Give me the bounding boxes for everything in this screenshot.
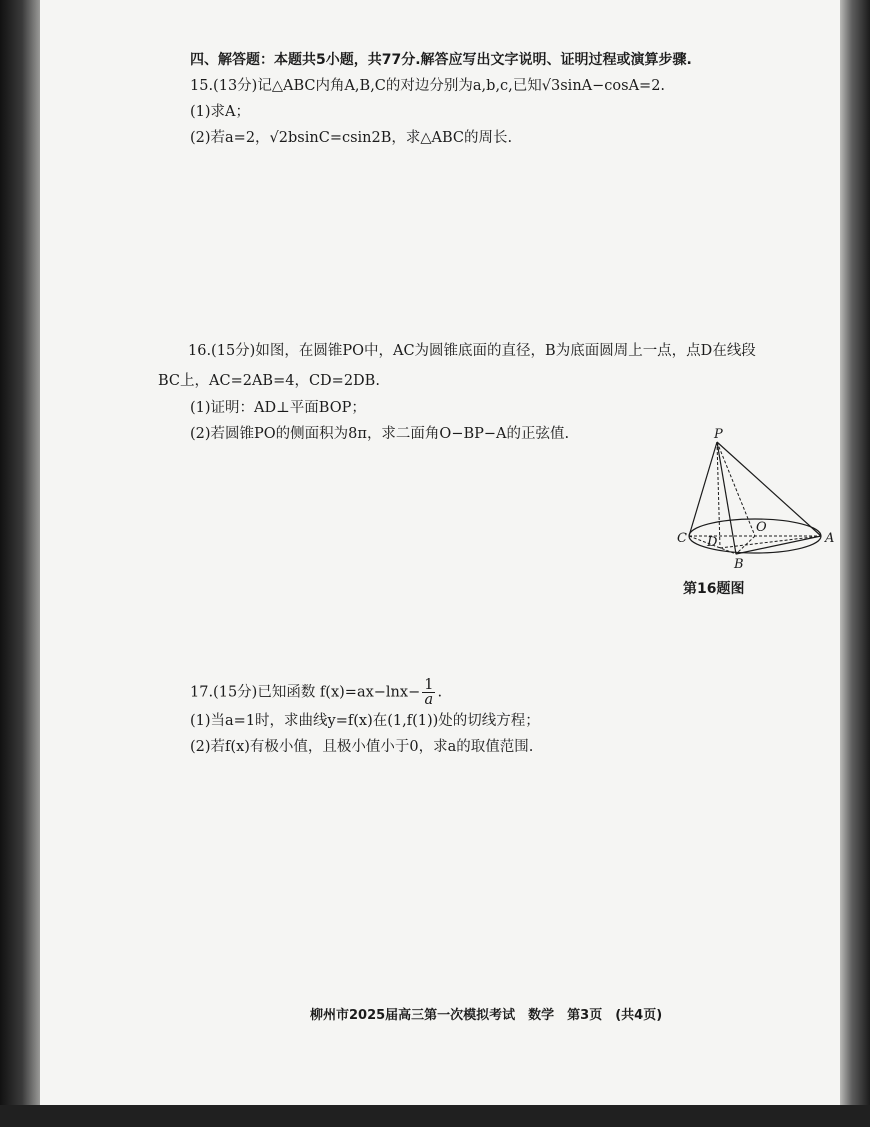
q17-part1: (1)当a=1时，求曲线y=f(x)在(1,f(1))处的切线方程； bbox=[190, 713, 540, 729]
q17-frac-den: a bbox=[424, 692, 434, 708]
cone-edge-pa bbox=[717, 442, 821, 536]
q16-part2: (2)若圆锥PO的侧面积为8π，求二面角O−BP−A的正弦值. bbox=[190, 426, 570, 442]
q17-part2: (2)若f(x)有极小值，且极小值小于0，求a的取值范围. bbox=[190, 739, 534, 755]
label-d: D bbox=[707, 535, 718, 550]
scan-bottom-edge bbox=[0, 1105, 870, 1127]
section-heading: 四、解答题：本题共5小题，共77分.解答应写出文字说明、证明过程或演算步骤. bbox=[190, 52, 692, 68]
cone-figure bbox=[670, 428, 850, 574]
label-b: B bbox=[734, 557, 744, 572]
q15-part1: (1)求A； bbox=[190, 104, 251, 120]
height-po bbox=[717, 442, 755, 536]
q16-stem-line2: BC上，AC=2AB=4，CD=2DB. bbox=[158, 373, 380, 389]
segment-ba bbox=[736, 536, 821, 554]
label-c: C bbox=[677, 531, 687, 546]
q17-frac-num: 1 bbox=[424, 677, 434, 693]
q17-fraction bbox=[422, 678, 435, 707]
q16-stem-line1: 16.(15分)如图，在圆锥PO中，AC为圆锥底面的直径，B为底面圆周上一点，点D在线段 bbox=[188, 343, 756, 359]
label-p: P bbox=[714, 428, 723, 442]
label-o: O bbox=[756, 520, 767, 535]
q17-stem-prefix: 17.(15分)已知函数 f(x)=ax−lnx− bbox=[190, 684, 421, 701]
exam-page bbox=[40, 0, 840, 1105]
q15-part2: (2)若a=2，√2bsinC=csin2B，求△ABC的周长. bbox=[190, 130, 513, 146]
scan-left-shadow bbox=[0, 0, 40, 1127]
q15-stem: 15.(13分)记△ABC内角A,B,C的对边分别为a,b,c,已知√3sinA−cosA=2. bbox=[190, 78, 666, 94]
page-footer: 柳州市2025届高三第一次模拟考试 数学 第3页 (共4页) bbox=[310, 1008, 663, 1023]
q17-stem bbox=[190, 678, 442, 707]
label-a: A bbox=[825, 531, 835, 546]
q17-stem-suffix: . bbox=[437, 684, 443, 701]
cone-edge-pc bbox=[689, 442, 717, 536]
figure-caption: 第16题图 bbox=[683, 581, 745, 597]
q16-part1: (1)证明：AD⊥平面BOP； bbox=[190, 400, 366, 416]
